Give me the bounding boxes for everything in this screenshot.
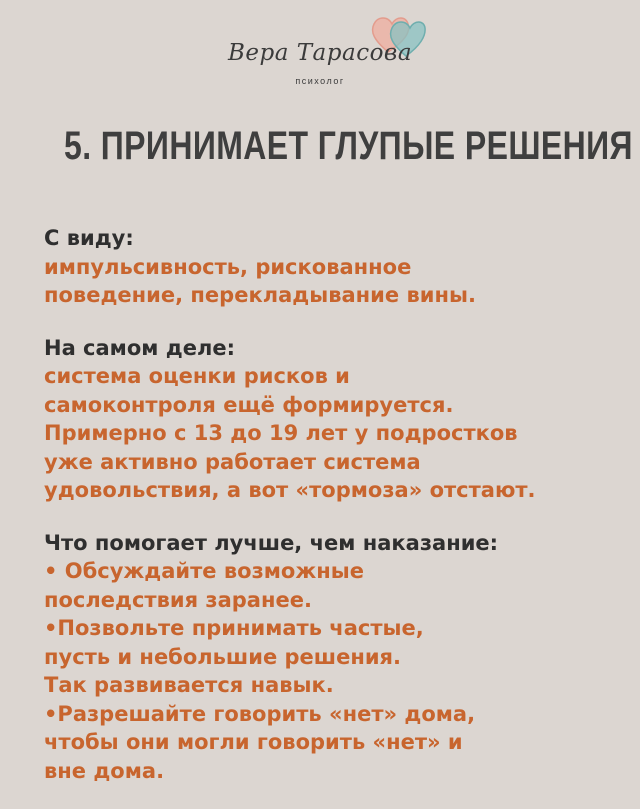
block-appearance xyxy=(44,224,624,310)
block-line: последствия заранее. xyxy=(44,587,312,612)
block-line: •Разрешайте говорить «нет» дома, xyxy=(44,701,476,726)
block-line: • Обсуждайте возможные xyxy=(44,559,365,583)
block-label: С виду: xyxy=(44,226,134,250)
brand-subtitle: психолог xyxy=(295,76,345,86)
block-reality xyxy=(44,334,624,505)
block-line: поведение, перекладывание вины. xyxy=(44,283,476,307)
block-line: импульсивность, рискованное xyxy=(44,254,412,279)
block-line: •Позвольте принимать частые, xyxy=(44,616,424,640)
brand-header xyxy=(0,10,640,96)
page-title: 5. ПРИНИМАЕТ ГЛУПЫЕ РЕШЕНИЯ xyxy=(64,124,633,168)
block-line: удовольствия, а вот «тормоза» отстают. xyxy=(44,478,536,502)
block-line: система оценки рисков и xyxy=(44,364,350,388)
block-line: уже активно работает система xyxy=(44,449,421,474)
brand-name: Вера Тарасова xyxy=(227,40,413,66)
block-line: Примерно с 13 до 19 лет у подростков xyxy=(44,421,518,445)
block-label: Что помогает лучше, чем наказание: xyxy=(44,530,499,555)
content xyxy=(44,224,624,809)
block-line: самоконтроля ещё формируется. xyxy=(44,392,454,417)
block-advice xyxy=(44,529,624,786)
block-label: На самом деле: xyxy=(44,335,235,360)
block-line: чтобы они могли говорить «нет» и xyxy=(44,730,463,754)
block-line: пусть и небольшие решения. xyxy=(44,644,402,669)
block-line: Так развивается навык. xyxy=(44,673,334,697)
block-line: вне дома. xyxy=(44,758,165,783)
